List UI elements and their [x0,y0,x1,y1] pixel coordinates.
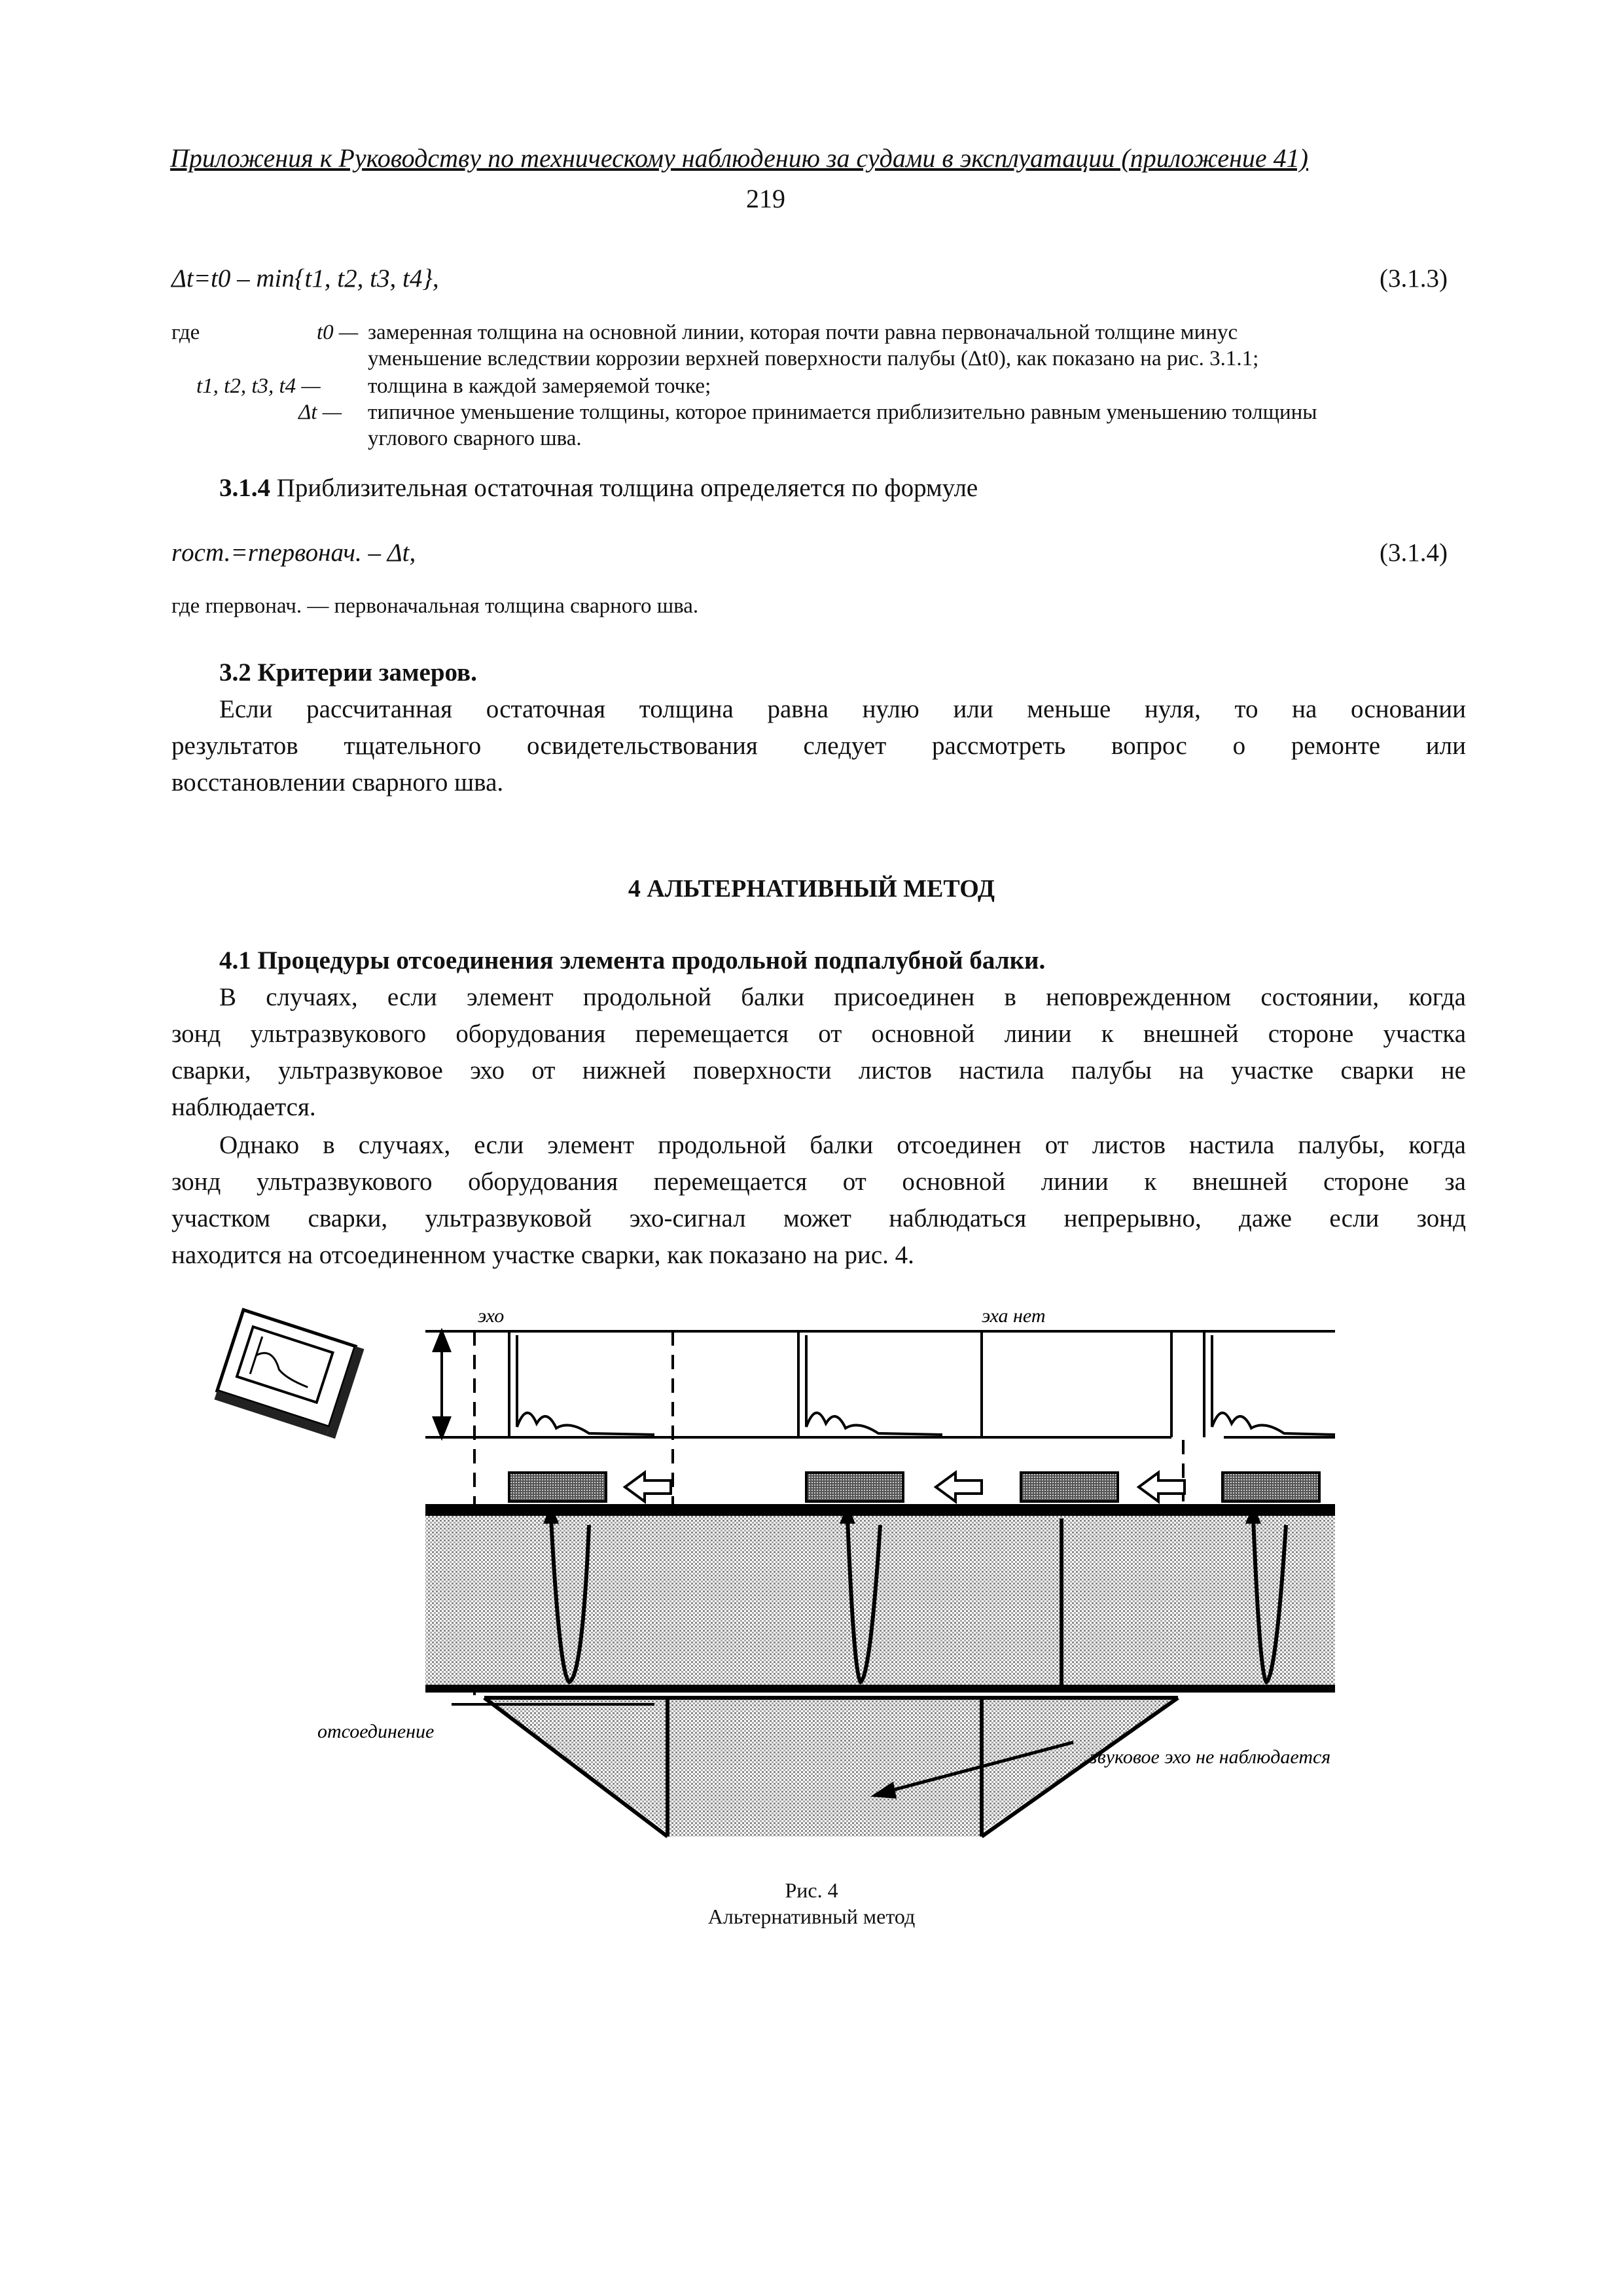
figure-caption-number: Рис. 4 [785,1878,838,1902]
label-no-echo: эха нет [982,1305,1046,1327]
legend-r-initial: где rпервонач. — первоначальная толщина сварного шва. [171,594,699,618]
deck-bottom-line [425,1685,1335,1693]
label-echo: эхо [478,1305,505,1327]
figure-caption-title: Альтернативный метод [707,1905,916,1928]
formula-3-1-3: Δt=t0 – min{t1, t2, t3, t4}, [171,264,439,293]
section-4-1-p2-line3: участком сварки, ультразвуковой эхо-сигнал может наблюдаться непрерывно, даже если зонд [171,1204,1466,1232]
section-3-2-line1: Если рассчитанная остаточная толщина равна нулю или меньше нуля, то на основании [219,695,1466,723]
page-number: 219 [746,184,785,213]
section-4-1-heading: 4.1 Процедуры отсоединения элемента продольной подпалубной балки. [219,946,1046,975]
section-4-1-p2-line1: Однако в случаях, если элемент продольной балки отсоединен от листов настила палубы, когда [219,1131,1466,1159]
section-4-1-p2-line4: находится на отсоединенном участке сварки, как показано на рис. 4. [171,1241,914,1269]
section-4-1-p1-line4: наблюдается. [171,1093,316,1121]
screen-panels [425,1331,1335,1437]
label-no-sound-echo: звуковое эхо не наблюдается [1090,1746,1331,1768]
legend-desc-t1-t4: толщина в каждой замеряемой точке; [368,374,711,398]
legend-desc-t0-line1: замеренная толщина на основной линии, которая почти равна первоначальной толщине минус [368,321,1238,344]
legend-desc-t0-line2: уменьшение вследствии коррозии верхней поверхности палубы (Δt0), как показано на рис. 3.1.1; [368,347,1259,370]
section-3-2-line2: результатов тщательного освидетельствования следует рассмотреть вопрос о ремонте или [171,732,1466,760]
echo-signals [517,1335,1335,1435]
ultrasonic-device [214,1310,364,1439]
section-4-heading: 4 АЛЬТЕРНАТИВНЫЙ МЕТОД [628,875,995,903]
section-4-1-p1-line3: сварки, ультразвуковое эхо от нижней поверхности листов настила палубы на участке сварки не [171,1056,1466,1085]
section-3-2-line3: восстановлении сварного шва. [171,768,504,797]
legend-desc-dt-line1: типичное уменьшение толщины, которое принимается приблизительно равным уменьшению толщины [368,401,1317,424]
legend-desc-dt-line2: углового сварного шва. [368,427,582,450]
section-4-1-p1-line1: В случаях, если элемент продольной балки присоединен в неповрежденном состоянии, когда [219,983,1466,1011]
legend-symbol-t0: t0 — [317,321,359,344]
section-4-1-p1-line2: зонд ультразвукового оборудования перемещается от основной линии к внешней стороне участка [171,1020,1466,1048]
deck-top-line [425,1504,1335,1516]
formula-3-1-3-number: (3.1.3) [1380,264,1448,293]
section-4-1-p2-line2: зонд ультразвукового оборудования перемещается от основной линии к внешней стороне за [171,1168,1466,1196]
section-3-1-4-text: Приблизительная остаточная толщина определяется по формуле [276,474,978,502]
section-3-2-heading: 3.2 Критерии замеров. [219,658,477,687]
legend-symbol-dt: Δt — [298,401,342,424]
label-detached: отсоединение [317,1721,435,1742]
legend-symbol-t1-t4: t1, t2, t3, t4 — [196,374,321,398]
formula-3-1-4-number: (3.1.4) [1380,539,1448,567]
legend-where: где [171,321,200,344]
formula-3-1-4: rост.=rпервонач. – Δt, [171,539,416,567]
section-3-1-4-number: 3.1.4 [219,474,270,502]
running-title: Приложения к Руководству по техническому наблюдению за судами в эксплуатации (приложение 41) [170,143,1309,173]
